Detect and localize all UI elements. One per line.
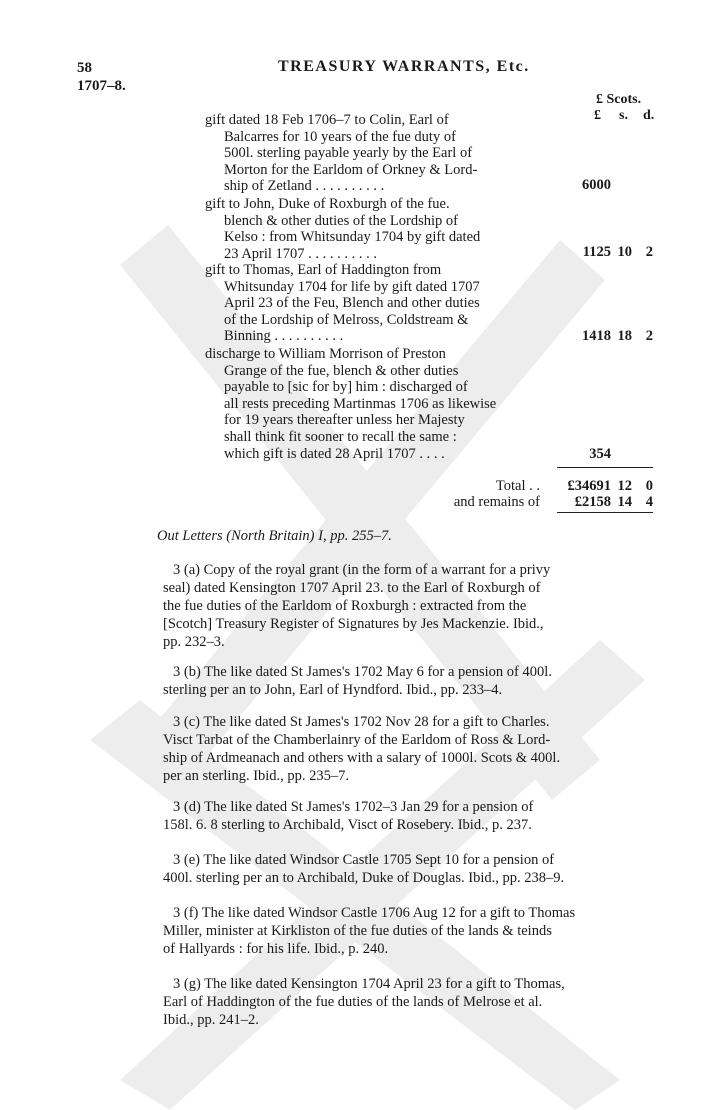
paragraph-line: Miller, minister at Kirkliston of the fue duties of the lands & teinds xyxy=(163,923,552,939)
entry-pounds: 6000 xyxy=(582,177,611,193)
ledger-entry xyxy=(205,112,541,195)
ledger-entry xyxy=(205,196,541,262)
paragraph-line: 3 (a) Copy of the royal grant (in the form of a warrant for a privy xyxy=(173,562,551,578)
entry-pounds: 354 xyxy=(589,446,611,462)
paragraph-line: per an sterling. Ibid., pp. 235–7. xyxy=(163,768,350,784)
paragraph-line: pp. 232–3. xyxy=(163,634,225,650)
paragraph-line: the fue duties of the Earldom of Roxburgh : extracted from the xyxy=(163,598,527,614)
entry-line: gift dated 18 Feb 1706–7 to Colin, Earl of xyxy=(205,112,449,128)
entry-paragraph-3e xyxy=(163,851,655,887)
paragraph-line: Ibid., pp. 241–2. xyxy=(163,1012,259,1028)
remains-shillings: 14 xyxy=(617,494,632,510)
source-reference: Out Letters (North Britain) I, pp. 255–7. xyxy=(157,528,392,544)
ledger-entry xyxy=(205,262,541,345)
total-rule xyxy=(557,467,653,468)
shillings-heading: s. xyxy=(619,108,628,123)
remains-pounds: £2158 xyxy=(574,494,611,510)
entry-line: blench & other duties of the Lordship of xyxy=(224,212,458,229)
total-pounds: £34691 xyxy=(567,478,611,494)
paragraph-line: sterling per an to John, Earl of Hyndford. Ibid., pp. 233–4. xyxy=(163,682,503,698)
entry-line: gift to John, Duke of Roxburgh of the fue. xyxy=(205,196,450,212)
paragraph-line: 3 (g) The like dated Kensington 1704 April 23 for a gift to Thomas, xyxy=(173,976,565,992)
paragraph-line: 400l. sterling per an to Archibald, Duke of Douglas. Ibid., pp. 238–9. xyxy=(163,870,565,886)
ledger-entry xyxy=(205,346,541,462)
paragraph-line: 3 (f) The like dated Windsor Castle 1706 Aug 12 for a gift to Thomas xyxy=(173,905,576,921)
entry-line: of the Lordship of Melross, Coldstream & xyxy=(224,311,469,328)
total-label: Total . . xyxy=(495,478,540,494)
paragraph-line: 3 (c) The like dated St James's 1702 Nov 28 for a gift to Charles. xyxy=(173,714,550,730)
entry-line: 23 April 1707 . . . . . . . . . . xyxy=(224,245,378,262)
entry-line: discharge to William Morrison of Preston xyxy=(205,346,446,362)
entry-line: shall think fit sooner to recall the same : xyxy=(224,428,457,445)
paragraph-line: 158l. 6. 8 sterling to Archibald, Visct of Rosebery. Ibid., p. 237. xyxy=(163,817,532,833)
entry-line: 500l. sterling payable yearly by the Earl of xyxy=(224,145,473,162)
entry-paragraph-3c xyxy=(163,713,655,785)
paragraph-line: ship of Ardmeanach and others with a salary of 1000l. Scots & 400l. xyxy=(163,750,561,766)
pence-heading: d. xyxy=(643,108,655,123)
paragraph-line: of Hallyards : for his life. Ibid., p. 240. xyxy=(163,941,389,957)
entry-line: Morton for the Earldom of Orkney & Lord- xyxy=(224,161,478,178)
paragraph-line: Earl of Haddington of the fue duties of the lands of Melrose et al. xyxy=(163,994,543,1010)
entry-paragraph-3f xyxy=(163,904,655,958)
entry-line: for 19 years thereafter unless her Majesty xyxy=(224,412,465,429)
entry-paragraph-3g xyxy=(163,975,655,1029)
entry-line: ship of Zetland . . . . . . . . . . xyxy=(224,178,385,195)
entry-pence: 2 xyxy=(645,244,653,260)
entry-shillings: 18 xyxy=(617,328,632,344)
entry-line: April 23 of the Feu, Blench and other duties xyxy=(224,295,480,312)
total-shillings: 12 xyxy=(617,478,632,494)
entry-pounds: 1418 xyxy=(582,328,611,344)
entry-line: Balcarres for 10 years of the fue duty of xyxy=(224,128,456,145)
remains-rule xyxy=(557,512,653,513)
total-pence: 0 xyxy=(645,478,653,494)
entry-line: which gift is dated 28 April 1707 . . . . xyxy=(224,445,445,462)
paragraph-line: 3 (d) The like dated St James's 1702–3 Jan 29 for a pension of xyxy=(173,799,534,815)
paragraph-line: [Scotch] Treasury Register of Signatures by Jes Mackenzie. Ibid., xyxy=(163,616,544,632)
entry-shillings: 10 xyxy=(617,244,632,260)
pounds-heading: £ xyxy=(594,108,601,123)
entry-paragraph-3a xyxy=(163,561,655,651)
entry-paragraph-3b xyxy=(163,663,655,699)
entry-paragraph-3d xyxy=(163,798,655,834)
paragraph-line: 3 (e) The like dated Windsor Castle 1705 Sept 10 for a pension of xyxy=(173,852,555,868)
entry-line: Binning . . . . . . . . . . xyxy=(224,328,344,345)
paragraph-line: 3 (b) The like dated St James's 1702 May 6 for a pension of 400l. xyxy=(173,664,552,680)
page-number: 58 xyxy=(77,60,92,76)
remains-label: and remains of xyxy=(453,494,540,510)
currency-heading: £ Scots. xyxy=(596,92,642,107)
paragraph-line: seal) dated Kensington 1707 April 23. to the Earl of Roxburgh of xyxy=(163,580,541,596)
entry-line: gift to Thomas, Earl of Haddington from xyxy=(205,262,442,278)
entry-line: Whitsunday 1704 for life by gift dated 1707 xyxy=(224,278,480,295)
paragraph-line: Visct Tarbat of the Chamberlainry of the Earldom of Ross & Lord- xyxy=(163,732,551,748)
running-title: TREASURY WARRANTS, Etc. xyxy=(278,58,530,75)
remains-pence: 4 xyxy=(645,494,653,510)
entry-pence: 2 xyxy=(645,328,653,344)
entry-line: Kelso : from Whitsunday 1704 by gift dated xyxy=(224,229,481,246)
entry-line: all rests preceding Martinmas 1706 as likewise xyxy=(224,395,497,412)
year-heading: 1707–8. xyxy=(77,78,126,94)
entry-line: payable to [sic for by] him : discharged of xyxy=(224,379,468,396)
entry-pounds: 1125 xyxy=(582,244,611,260)
entry-line: Grange of the fue, blench & other duties xyxy=(224,362,459,379)
